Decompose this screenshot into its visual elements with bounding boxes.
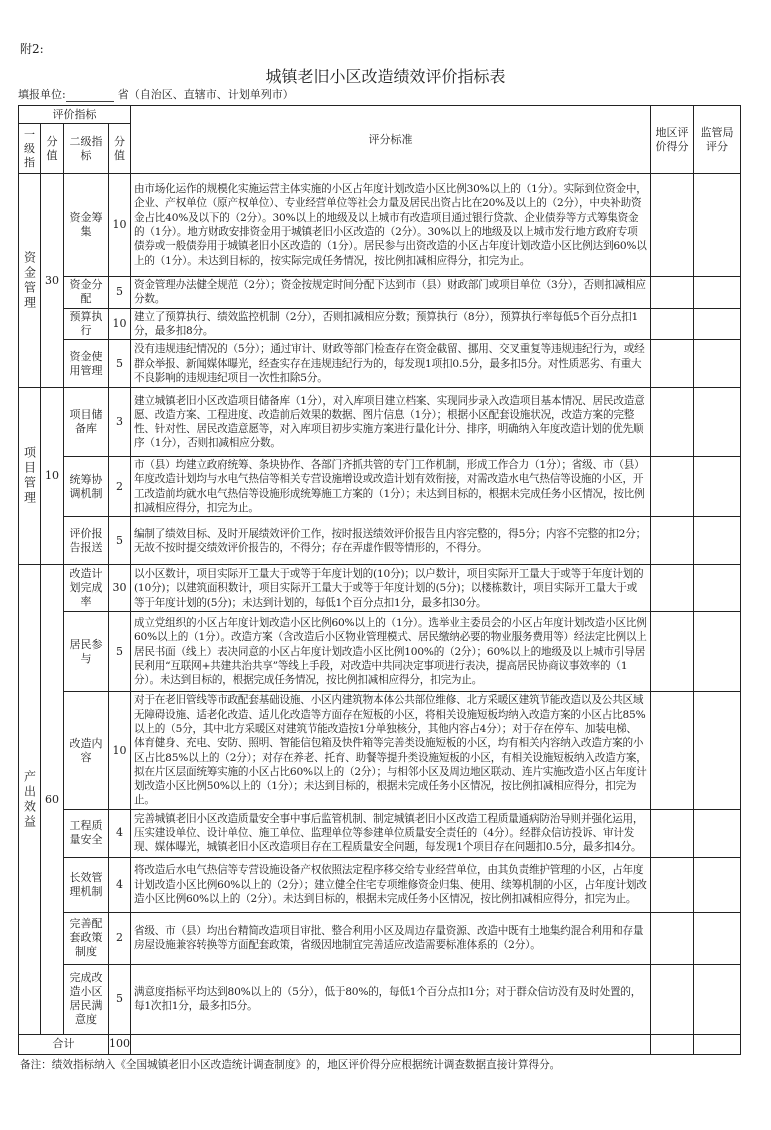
region-score-cell[interactable] <box>651 612 694 692</box>
level2-score: 5 <box>109 277 131 309</box>
level2-score: 5 <box>109 340 131 388</box>
total-row <box>19 1034 741 1054</box>
table-row <box>19 912 741 964</box>
level2-indicator: 项目储备库 <box>64 388 109 457</box>
level2-score: 2 <box>109 912 131 964</box>
bureau-score-cell[interactable] <box>694 517 741 565</box>
header-level1: 一级指 <box>19 124 41 174</box>
scoring-criteria: 满意度指标平均达到80%以上的（5分），低于80%的，每低1个百分点扣1分；对于群众信访没有及时处置的，每1次扣1分，最多扣5分。 <box>131 964 651 1034</box>
table-body <box>19 174 741 1055</box>
region-score-cell[interactable] <box>651 174 694 277</box>
scoring-criteria: 资金管理办法健全规范（2分）；资金按规定时间分配下达到市（县）财政部门或项目单位（3分），否则扣减相应分数。 <box>131 277 651 309</box>
scoring-criteria: 编制了绩效目标、及时开展绩效评价工作，按时报送绩效评价报告且内容完整的，得5分；内容不完整的扣2分；无故不按时提交绩效评价报告的，不得分；存在弄虚作假等情形的，不得分。 <box>131 517 651 565</box>
total-label: 合计 <box>19 1034 109 1054</box>
level2-indicator: 工程质量安全 <box>64 809 109 857</box>
region-score-cell[interactable] <box>651 809 694 857</box>
fill-unit-suffix: 省（自治区、直辖市、计划单列市） <box>117 88 294 101</box>
header-score2: 分值 <box>109 124 131 174</box>
bureau-score-cell[interactable] <box>694 565 741 612</box>
table-row <box>19 612 741 692</box>
table-row <box>19 340 741 388</box>
header-score: 分值 <box>41 124 64 174</box>
total-score: 100 <box>109 1034 131 1054</box>
level2-indicator: 资金筹集 <box>64 174 109 277</box>
level2-indicator: 统筹协调机制 <box>64 457 109 517</box>
scoring-criteria: 建立城镇老旧小区改造项目储备库（1分），对入库项目建立档案、实现同步录入改造项目基本情况、居民改造意愿、改造方案、工程进度、改造前后效果的数据、图片信息（1分）；根据小区配套设施状况，改造方案的完整性、针对性、居民改造意愿等，对入库项目初步实施方案进行量化计分、排序，明确纳入年度改造计划的优先顺序（1分），否则扣减相应分数。 <box>131 388 651 457</box>
scoring-criteria: 建立了预算执行、绩效监控机制（2分），否则扣减相应分数；预算执行（8分），预算执行率每低5个百分点扣1分，最多扣8分。 <box>131 308 651 340</box>
table-row <box>19 692 741 809</box>
level2-indicator: 居民参与 <box>64 612 109 692</box>
level2-score: 10 <box>109 308 131 340</box>
level2-indicator: 完成改造小区居民满意度 <box>64 964 109 1034</box>
level2-indicator: 预算执行 <box>64 308 109 340</box>
region-score-cell[interactable] <box>651 277 694 309</box>
bureau-score-cell[interactable] <box>694 174 741 277</box>
level2-score: 3 <box>109 388 131 457</box>
level2-score: 5 <box>109 517 131 565</box>
page-title: 城镇老旧小区改造绩效评价指标表 <box>265 67 506 86</box>
scoring-criteria: 省级、市（县）均出台精简改造项目审批、整合利用小区及周边存量资源、改造中既有土地集约混合利用和存量房屋设施兼容转换等方面配套政策，省级因地制宜完善适应改造需要标准体系的（2分）。 <box>131 912 651 964</box>
level2-score: 10 <box>109 174 131 277</box>
header-criteria: 评分标准 <box>131 106 651 174</box>
level1-indicator: 项目管理 <box>19 388 41 565</box>
footnote: 备注：绩效指标纳入《全国城镇老旧小区改造统计调查制度》的，地区评价得分应根据统计调查数据直接计算得分。 <box>20 1058 561 1071</box>
evaluation-table <box>18 105 741 1055</box>
fill-unit-label: 填报单位: <box>18 88 66 101</box>
table-row <box>19 809 741 857</box>
level2-indicator: 长效管理机制 <box>64 857 109 912</box>
scoring-criteria: 完善城镇老旧小区改造质量安全事中事后监管机制、制定城镇老旧小区改造工程质量通病防治导则并强化运用，压实建设单位、设计单位、施工单位、监理单位等参建单位质量安全责任的（4分）。经群众信访投诉、审计发现、媒体曝光，城镇老旧小区改造项目存在工程质量安全问题，每发现1个项目存在问题扣0.5分，最多扣4分。 <box>131 809 651 857</box>
bureau-score-cell[interactable] <box>694 308 741 340</box>
level2-indicator: 资金分配 <box>64 277 109 309</box>
table-row <box>19 517 741 565</box>
bureau-score-cell[interactable] <box>694 457 741 517</box>
region-score-cell[interactable] <box>651 517 694 565</box>
region-score-cell[interactable] <box>651 857 694 912</box>
scoring-criteria: 没有违规违纪情况的（5分）；通过审计、财政等部门检查存在资金截留、挪用、交叉重复等违规违纪行为，或经群众举报、新闻媒体曝光，经查实存在违规违纪行为的，每发现1项扣0.5分，最多扣5分。对性质恶劣、有重大不良影响的违规违纪项目一次性扣除5分。 <box>131 340 651 388</box>
level2-score: 2 <box>109 457 131 517</box>
region-score-cell[interactable] <box>651 692 694 809</box>
fill-unit-line <box>18 88 294 102</box>
table-row <box>19 457 741 517</box>
scoring-criteria: 市（县）均建立政府统筹、条块协作、各部门齐抓共管的专门工作机制，形成工作合力（1分）；省级、市（县）年度改造计划均与水电气热信等相关专营设施增设或改造计划有效衔接，对需改造水电气热信等设施的小区，开工改造前均就水电气热信等设施形成统筹施工方案的（1分）；未达到目标的，根据未完成任务小区情况，按比例扣减相应得分，扣完为止。 <box>131 457 651 517</box>
level2-indicator: 评价报告报送 <box>64 517 109 565</box>
scoring-criteria: 将改造后水电气热信等专营设施设备产权依照法定程序移交给专业经营单位，由其负责维护管理的小区，占年度计划改造小区比例60%以上的（2分）；建立健全住宅专项维修资金归集、使用、续筹机制的小区，占年度计划改造小区比例60%以上的（2分）。未达到目标的，根据未完成任务小区情况，按比例扣减相应得分，扣完为止。 <box>131 857 651 912</box>
table-row <box>19 308 741 340</box>
header-indicator-group: 评价指标 <box>19 106 131 124</box>
total-criteria-empty <box>131 1034 651 1054</box>
header-level2: 二级指标 <box>64 124 109 174</box>
level1-indicator: 资金管理 <box>19 174 41 388</box>
header-bureau-score: 监管局评分 <box>694 106 741 174</box>
bureau-score-cell[interactable] <box>694 964 741 1034</box>
table-row <box>19 565 741 612</box>
bureau-score-cell[interactable] <box>694 388 741 457</box>
level2-score: 5 <box>109 612 131 692</box>
scoring-criteria: 以小区数计，项目实际开工量大于或等于年度计划的(10分)；以户数计，项目实际开工量大于或等于年度计划的(10分)；以建筑面积数计，项目实际开工量大于或等于年度计划的(5分)；以楼栋数计，项目实际开工量大于或等于年度计划的(5分)；未达到计划的，每低1个百分点扣1分，最多扣30分。 <box>131 565 651 612</box>
level2-indicator: 资金使用管理 <box>64 340 109 388</box>
region-score-cell[interactable] <box>651 912 694 964</box>
header-region-score: 地区评价得分 <box>651 106 694 174</box>
table-sheet <box>18 105 740 1072</box>
table-row <box>19 857 741 912</box>
bureau-score-cell[interactable] <box>694 857 741 912</box>
region-score-cell[interactable] <box>651 565 694 612</box>
region-score-cell[interactable] <box>651 308 694 340</box>
attachment-label: 附2: <box>20 42 44 56</box>
bureau-score-cell[interactable] <box>694 912 741 964</box>
level1-indicator: 产出效益 <box>19 565 41 1034</box>
bureau-score-cell[interactable] <box>694 692 741 809</box>
bureau-score-cell[interactable] <box>694 612 741 692</box>
scoring-criteria: 由市场化运作的规模化实施运营主体实施的小区占年度计划改造小区比例30%以上的（1分）。实际到位资金中，企业、产权单位（原产权单位）、专业经营单位等社会力量及居民出资占比在20%及以上的（2分），中央补助资金占比40%及以下的（2分）。30%以上的地级及以上城市有改造项目通过银行贷款、企业债券等方式筹集资金的（1分）。地方财政安排资金用于城镇老旧小区改造的（2分）。30%以上的地级及以上城市发行地方政府专项债券或一般债券用于城镇老旧小区改造的（1分）。居民参与出资改造的小区占年度计划改造小区比例达到60%以上的（1分）。未达到目标的，按实际完成任务情况，按比例扣减相应得分，扣完为止。 <box>131 174 651 277</box>
total-bureau-score[interactable] <box>694 1034 741 1054</box>
level1-score: 30 <box>41 174 64 388</box>
total-region-score[interactable] <box>651 1034 694 1054</box>
level2-score: 10 <box>109 692 131 809</box>
region-score-cell[interactable] <box>651 964 694 1034</box>
table-row <box>19 277 741 309</box>
table-row <box>19 964 741 1034</box>
level1-score: 60 <box>41 565 64 1034</box>
table-row <box>19 388 741 457</box>
level2-indicator: 改造内容 <box>64 692 109 809</box>
bureau-score-cell[interactable] <box>694 809 741 857</box>
region-score-cell[interactable] <box>651 388 694 457</box>
bureau-score-cell[interactable] <box>694 277 741 309</box>
level1-score: 10 <box>41 388 64 565</box>
level2-indicator: 改造计划完成率 <box>64 565 109 612</box>
level2-indicator: 完善配套政策制度 <box>64 912 109 964</box>
table-row <box>19 174 741 277</box>
scoring-criteria: 对于在老旧管线等市政配套基础设施、小区内建筑物本体公共部位维修、北方采暖区建筑节能改造以及公共区域无障碍设施、适老化改造、适儿化改造等方面存在短板的小区，将相关设施短板均纳入改造方案的小区占比85%以上的（5分，其中北方采暖区对建筑节能改造按1分单独核分，其他内容占4分）；对于存在停车、加装电梯、体育健身、充电、安防、照明、智能信包箱及快件箱等完善类设施短板的小区，均有相关内容纳入改造方案的小区占比85%以上的（2分）；对存在养老、托育、助餐等提升类设施短板的小区，有相关设施短板纳入改造方案，拟在片区层面统筹实施的小区占比60%以上的（2分）；与相邻小区及周边地区联动、连片实施改造小区占年度计划改造小区比例50%以上的（1分）；未达到目标的，根据未完成任务小区情况，按比例扣减相应得分，扣完为止。 <box>131 692 651 809</box>
fill-unit-input[interactable] <box>66 90 114 102</box>
level2-score: 5 <box>109 964 131 1034</box>
region-score-cell[interactable] <box>651 457 694 517</box>
level2-score: 4 <box>109 809 131 857</box>
region-score-cell[interactable] <box>651 340 694 388</box>
level2-score: 4 <box>109 857 131 912</box>
level2-score: 30 <box>109 565 131 612</box>
scoring-criteria: 成立党组织的小区占年度计划改造小区比例60%以上的（1分）。选举业主委员会的小区占年度计划改造小区比例60%以上的（1分）。改造方案（含改造后小区物业管理模式、居民缴纳必要的物业服务费用等）经法定比例以上居民书面（线上）表决同意的小区占年度计划改造小区比例100%的（2分）；60%以上的地级及以上城市引导居民利用“互联网+共建共治共享”等线上手段，对改造中共同决定事项进行表决，提高居民协商议事效率的（1分）。未达到目标的，根据完成任务情况，按比例扣减相应得分，扣完为止。 <box>131 612 651 692</box>
bureau-score-cell[interactable] <box>694 340 741 388</box>
